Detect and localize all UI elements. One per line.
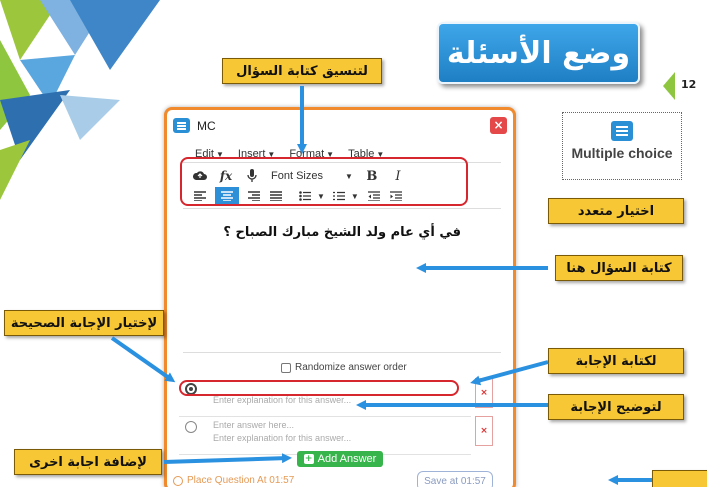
list-icon <box>611 121 633 141</box>
menu-format-label: Format <box>289 147 325 160</box>
write-question-label: كتابة السؤال هنا <box>555 255 683 281</box>
question-text: في أي عام ولد الشيخ مبارك الصباح ؟ <box>223 225 461 240</box>
decorative-triangles <box>0 0 170 200</box>
caret-down-icon: ▼ <box>350 191 359 201</box>
formula-button[interactable]: fx <box>219 169 233 183</box>
italic-button[interactable]: I <box>395 168 401 184</box>
toolbar-highlight <box>180 157 468 206</box>
randomize-label: Randomize answer order <box>295 362 407 373</box>
place-question-label: Place Question At 01:57 <box>187 475 295 486</box>
write-answer-label: لكتابة الإجابة <box>548 348 684 374</box>
multiple-choice-label: Multiple choice <box>571 145 673 161</box>
caret-down-icon: ▼ <box>215 149 224 159</box>
add-answer-label: Add Answer <box>317 453 377 465</box>
formatting-label: لتنسيق كتابة السؤال <box>222 58 382 84</box>
correct-answer-radio[interactable] <box>185 421 197 433</box>
add-answer-arabic-label: لإضافة اجابة اخرى <box>14 449 162 475</box>
partial-label <box>652 470 707 487</box>
place-question-link[interactable] <box>173 475 294 486</box>
delete-answer-button[interactable]: × <box>475 416 493 446</box>
bold-button[interactable]: B <box>366 168 378 184</box>
multiple-choice-arabic-label: اختيار متعدد <box>548 198 684 224</box>
clock-icon <box>173 476 183 486</box>
font-sizes-label: Font Sizes <box>271 170 323 182</box>
slide-title: وضع الأسئلة <box>437 22 640 84</box>
caret-down-icon: ▼ <box>326 149 335 159</box>
arrow-to-correct-radio <box>112 338 172 380</box>
answer-highlight <box>179 380 459 396</box>
list-icon <box>173 118 190 133</box>
multiple-choice-tile[interactable] <box>562 112 682 180</box>
explanation-input[interactable]: Enter explanation for this answer... <box>213 395 352 405</box>
answer-input[interactable]: Enter answer here... <box>213 420 295 430</box>
caret-down-icon: ▼ <box>344 171 353 181</box>
answer-row <box>177 416 497 456</box>
save-button[interactable]: Save at 01:57 <box>417 471 493 487</box>
question-text-area[interactable] <box>183 208 501 353</box>
caret-down-icon: ▼ <box>267 149 276 159</box>
dialog-title: MC <box>197 119 216 133</box>
randomize-checkbox[interactable] <box>281 363 291 373</box>
menu-table-label: Table <box>348 147 375 160</box>
plus-icon: + <box>304 454 313 464</box>
explain-answer-label: لتوضيح الإجابة <box>548 394 684 420</box>
add-answer-button[interactable] <box>297 451 383 467</box>
dialog-header <box>173 117 507 137</box>
explanation-input[interactable]: Enter explanation for this answer... <box>213 433 352 443</box>
menu-edit-label: Edit <box>195 147 214 160</box>
close-button[interactable]: × <box>490 117 507 134</box>
menu-insert-label: Insert <box>237 147 266 160</box>
slide-number-text: 12 <box>681 78 697 91</box>
randomize-option[interactable] <box>281 362 407 373</box>
caret-down-icon: ▼ <box>376 149 385 159</box>
delete-answer-button[interactable]: × <box>475 378 493 408</box>
choose-correct-label: لإختيار الإجابة الصحيحة <box>4 310 164 336</box>
caret-down-icon: ▼ <box>317 191 325 201</box>
slide-number <box>663 68 707 104</box>
